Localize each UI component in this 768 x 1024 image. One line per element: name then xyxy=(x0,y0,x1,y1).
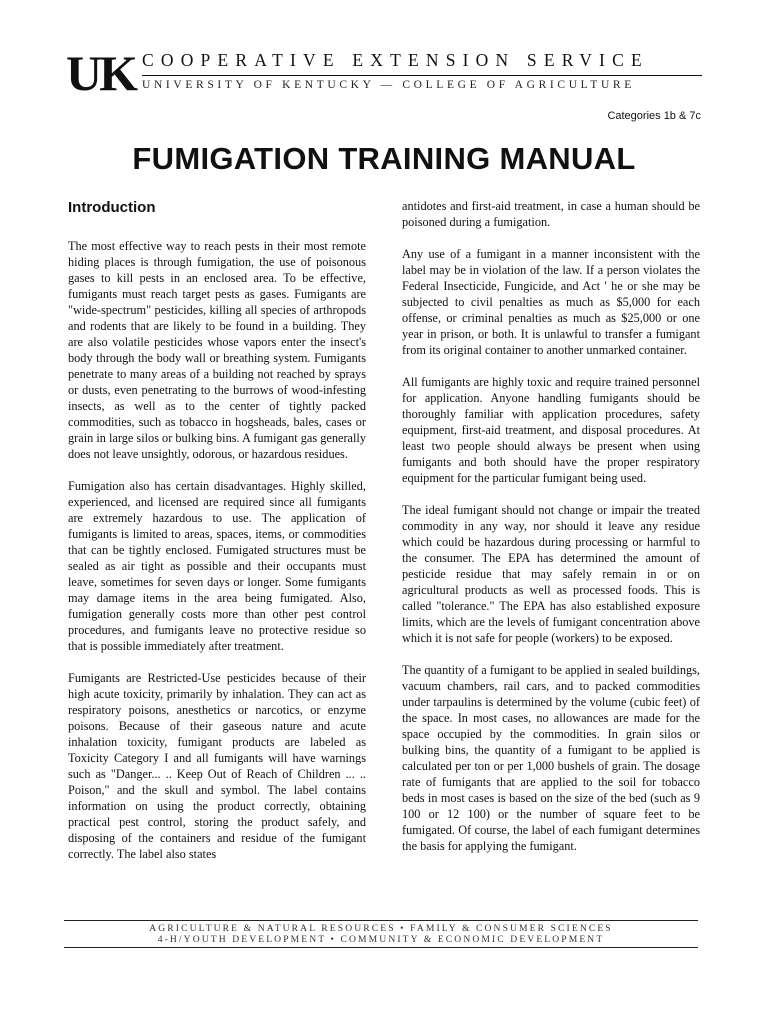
paragraph: The quantity of a fumigant to be applied in sealed buildings, vacuum chambers, rail cars, and to packed commodities under tarpaulins is determined by the volume (cubic feet) of the space. In most cases, no allowances are made for the space occupied by the commodities. In grain silos or bulking bins, the quantity of a fumigant to be applied is calculated per ton or per 1,000 bushels of grain. The dosage rate of fumigants that are applied to the soil for tobacco beds in most cases is based on the size of the bed (such as 9 100 or 12 100) or the number of square feet to be fumigated. Of course, the label of each fumigant determines the basis for applying the fumigant. xyxy=(402,663,700,853)
categories-label: Categories 1b & 7c xyxy=(607,110,701,122)
paragraph: The most effective way to reach pests in their most remote hiding places is through fumigation, the use of poisonous gases to kill pests in an enclosed area. To be effective, fumigants must reach target pests as gases. Fumigants are "wide-spectrum" pesticides, killing all species of arthropods and rodents that are likely to be found in a building. They are also volatile pesticides whose vapors enter the insect's body through the body wall or breathing system. Fumigants penetrate to many areas of a building not reached by sprays or dusts, even penetrating to the burrows of wood-infesting insects, as well as to the center of tightly packed commodities, such as tobacco in hogsheads, bales, cases or grain in large silos or bulking bins. A fumigant gas generally does not leave unsightly, odorous, or hazardous residues. xyxy=(68,239,366,461)
org-subtitle: UNIVERSITY OF KENTUCKY — COLLEGE OF AGRICULTURE xyxy=(142,79,635,91)
paragraph: Fumigants are Restricted-Use pesticides because of their high acute toxicity, primarily by inhalation. They can act as respiratory poisons, anesthetics or narcotics, or enzyme poisons. Because of their gaseous nature and acute inhalation toxicity, fumigant products are labeled as Toxicity Category I and all fumigants will have warnings such as "Danger... .. Keep Out of Reach of Children ... .. Poison," and the skull and symbol. The label contains information on using the product correctly, obtaining practical pest control, storing the product safely, and disposing of the containers and residue of the fumigant correctly. The label also states xyxy=(68,671,366,861)
document-header xyxy=(66,48,702,100)
footer-program-line-2: 4-H/YOUTH DEVELOPMENT • COMMUNITY & ECONOMIC DEVELOPMENT xyxy=(157,934,605,945)
paragraph: All fumigants are highly toxic and require trained personnel for application. Anyone handling fumigants should be thoroughly familiar with application procedures, safety equipment, first-aid treatment, and disposal procedures. At least two people should always be present when using fumigants and both should have the proper respiratory equipment for the particular fumigant being used. xyxy=(402,375,700,485)
footer-divider-top xyxy=(64,920,698,921)
footer-program-line-1: AGRICULTURE & NATURAL RESOURCES • FAMILY & CONSUMER SCIENCES xyxy=(149,923,613,934)
right-column xyxy=(402,198,700,870)
page-title: FUMIGATION TRAINING MANUAL xyxy=(132,141,636,176)
paragraph: Any use of a fumigant in a manner inconsistent with the label may be in violation of the law. If a person violates the Federal Insecticide, Fungicide, and Act ' he or she may be subjected to civil penalties as much as $5,000 for each offense, or criminal penalties as much as $25,000 or one year in prison, or both. It is unlawful to transfer a fumigant from its original container to another unmarked container. xyxy=(402,247,700,357)
intro-heading: Introduction xyxy=(68,199,156,216)
paragraph: antidotes and first-aid treatment, in case a human should be poisoned during a fumigation. xyxy=(402,199,700,229)
svg-text:UK: UK xyxy=(66,48,135,98)
footer-divider-bottom xyxy=(64,947,698,948)
paragraph: Fumigation also has certain disadvantages. Highly skilled, experienced, and licensed are required since all fumigants are extremely hazardous to use. The application of fumigants is limited to areas, spaces, items, or commodities that can be tightly enclosed. Fumigated structures must be sealed as air tight as possible and their occupants must leave, sometimes for seven days or longer. Some fumigants may damage items in the area being fumigated. Also, fumigation generally costs more than other pest control procedures, and fumigants leave no protective residue so that is possible immediately after treatment. xyxy=(68,479,366,653)
left-column xyxy=(68,198,366,878)
org-name: COOPERATIVE EXTENSION SERVICE xyxy=(142,50,649,70)
header-divider xyxy=(142,75,702,76)
uk-logo xyxy=(66,48,138,98)
paragraph: The ideal fumigant should not change or impair the treated commodity in any way, nor should it leave any residue which could be hazardous during processing or harmful to the consumer. The EPA has determined the amount of pesticide residue that may safely remain in or on agricultural products as well as processed foods. This is called "tolerance." The EPA has also established exposure limits, which are the levels of fumigant concentration above which it is not safe for people (workers) to be exposed. xyxy=(402,503,700,645)
